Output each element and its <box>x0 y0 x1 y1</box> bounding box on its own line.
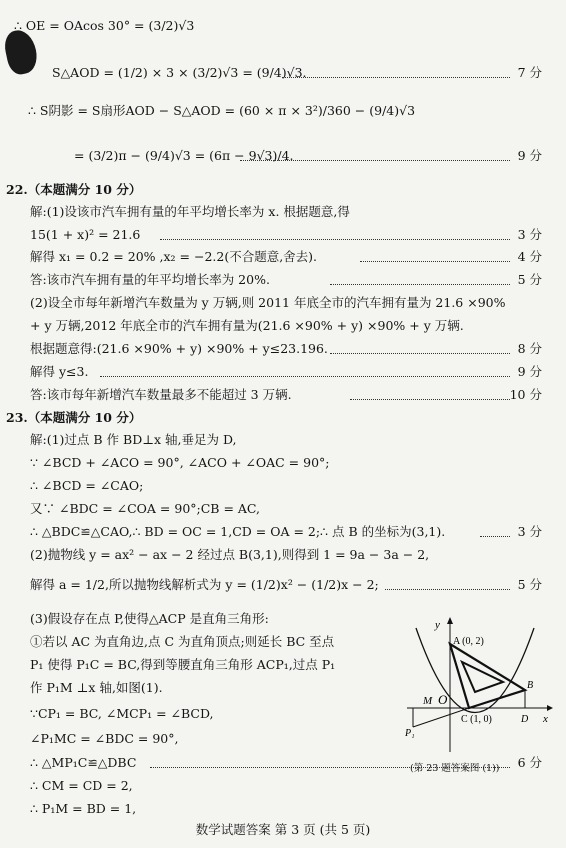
figure-caption: (第 23 题答案图 (1)) <box>410 763 500 774</box>
score-inline: 6 分 <box>517 755 542 770</box>
answer-line: (3)假设存在点 P,使得△ACP 是直角三角形: <box>30 611 269 626</box>
answer-line: 作 P₁M ⊥x 轴,如图(1). <box>30 680 163 695</box>
y-arrow <box>447 617 453 624</box>
label-M: M <box>423 695 433 707</box>
score-leader <box>240 160 510 161</box>
answer-line: ∠P₁MC = ∠BDC = 90°, <box>30 731 179 746</box>
answer-line: 答:该市汽车拥有量的年平均增长率为 20%. <box>30 272 270 287</box>
figure-23-1 <box>405 612 555 757</box>
label-A: A (0, 2) <box>453 636 484 647</box>
answer-line: P₁ 使得 P₁C = BC,得到等腰直角三角形 ACP₁,过点 P₁ <box>30 657 336 672</box>
score-leader <box>330 284 510 285</box>
answer-line: ①若以 AC 为直角边,点 C 为直角顶点;则延长 BC 至点 <box>30 634 335 649</box>
label-B: B <box>527 680 534 691</box>
answer-line: 解:(1)设该市汽车拥有量的年平均增长率为 x. 根据题意,得 <box>30 204 350 219</box>
ink-smudge <box>2 27 40 76</box>
answer-line: 23.（本题满分 10 分） <box>6 410 142 425</box>
answer-line: 根据题意得:(21.6 ×90% + y) ×90% + y≤23.196. <box>30 341 328 356</box>
score-mark: 9 分 <box>517 148 542 163</box>
answer-line: + y 万辆,2012 年底全市的汽车拥有量为(21.6 ×90% + y) ×90% + y 万辆. <box>30 318 464 333</box>
answer-line: ∴ P₁M = BD = 1, <box>30 801 137 816</box>
score-mark: 8 分 <box>517 341 542 356</box>
answer-line: (2)设全市每年新增汽车数量为 y 万辆,则 2011 年底全市的汽车拥有量为 21.6 ×90% <box>30 295 506 310</box>
answer-line: ∴ CM = CD = 2, <box>30 778 133 793</box>
score-mark: 3 分 <box>517 524 542 539</box>
score-leader <box>330 353 510 354</box>
score-leader <box>350 399 510 400</box>
answer-line: ∴ △BDC≌△CAO,∴ BD = OC = 1,CD = OA = 2;∴ 点 B 的坐标为(3,1). <box>30 524 446 539</box>
score-leader <box>100 376 510 377</box>
label-x: x <box>543 713 548 725</box>
answer-line: ∴ OE = OAcos 30° = (3/2)√3 <box>14 18 195 33</box>
score-mark: 5 分 <box>517 577 542 592</box>
score-leader <box>385 589 510 590</box>
score-mark: 5 分 <box>517 272 542 287</box>
label-P1: P₁ <box>405 728 415 739</box>
answer-line: 22.（本题满分 10 分） <box>6 182 142 197</box>
answer-line: 15(1 + x)² = 21.6 <box>30 227 141 242</box>
answer-line: = (3/2)π − (9/4)√3 = (6π − 9√3)/4. <box>74 148 294 163</box>
score-mark: 10 分 <box>509 387 542 402</box>
label-C: C (1, 0) <box>461 714 492 725</box>
score-mark: 3 分 <box>517 227 542 242</box>
answer-line: 又∵ ∠BDC = ∠COA = 90°;CB = AC, <box>30 501 261 516</box>
answer-line: 解得 a = 1/2,所以抛物线解析式为 y = (1/2)x² − (1/2)x − 2; <box>30 577 379 592</box>
page-footer: 数学试题答案 第 3 页 (共 5 页) <box>195 822 371 837</box>
score-leader <box>282 77 510 78</box>
score-mark: 9 分 <box>517 364 542 379</box>
answer-line: ∴ ∠BCD = ∠CAO; <box>30 478 144 493</box>
answer-line: 解得 x₁ = 0.2 = 20% ,x₂ = −2.2(不合题意,舍去). <box>30 249 318 264</box>
answer-line: 解:(1)过点 B 作 BD⊥x 轴,垂足为 D, <box>30 432 237 447</box>
label-D: D <box>521 714 529 725</box>
answer-line: ∴ S阴影 = S扇形AOD − S△AOD = (60 × π × 3²)/360 − (9/4)√3 <box>28 103 416 118</box>
score-leader <box>160 239 510 240</box>
inner-triangle <box>462 662 503 692</box>
answer-line: (2)抛物线 y = ax² − ax − 2 经过点 B(3,1),则得到 1 = 9a − 3a − 2, <box>30 547 430 562</box>
answer-line: ∵ ∠BCD + ∠ACO = 90°, ∠ACO + ∠OAC = 90°; <box>30 455 330 470</box>
answer-line: ∴ △MP₁C≌△DBC <box>30 755 137 770</box>
label-O: O <box>438 692 448 707</box>
score-mark: 7 分 <box>517 65 542 80</box>
answer-line: 答:该市每年新增汽车数量最多不能超过 3 万辆. <box>30 387 292 402</box>
score-leader <box>480 536 510 537</box>
answer-line: 解得 y≤3. <box>30 364 89 379</box>
x-arrow <box>547 705 553 711</box>
answer-line: S△AOD = (1/2) × 3 × (3/2)√3 = (9/4)√3. <box>52 65 307 80</box>
score-leader <box>360 261 510 262</box>
score-mark: 4 分 <box>517 249 542 264</box>
label-y: y <box>435 619 440 631</box>
answer-line: ∵CP₁ = BC, ∠MCP₁ = ∠BCD, <box>30 706 214 721</box>
